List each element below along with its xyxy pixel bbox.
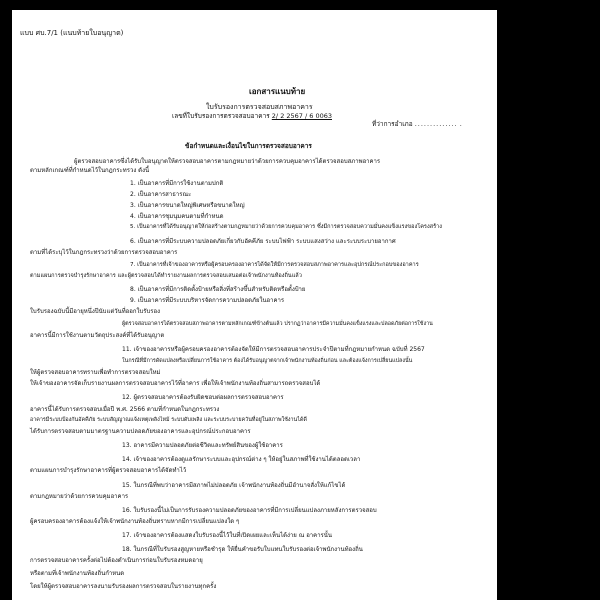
body-line-12: 14. เจ้าของอาคารต้องดูแลรักษาระบบและอุปกรณ์ต่าง ๆ ให้อยู่ในสภาพที่ใช้งานได้ตลอดเวลา — [122, 456, 361, 463]
body-line-9: อาคารมีระบบป้องกันอัคคีภัย ระบบสัญญาณแจ้งเหตุเพลิงไหม้ ระบบดับเพลิง และระบบระบายควันที่อยู่ในสภาพใช้งานได้ดี — [30, 417, 307, 423]
body-line-20: การตรวจสอบอาคารครั้งต่อไปต้องดำเนินการก่อนใบรับรองหมดอายุ — [30, 557, 203, 564]
body-line-22: โดยให้ผู้ตรวจสอบอาคารลงนามรับรองผลการตรวจสอบในรายงานทุกครั้ง — [30, 583, 217, 590]
intro-line-2: ตามหลักเกณฑ์ที่กำหนดไว้ในกฎกระทรวง ดังนี้ — [30, 167, 150, 174]
body-line-1: ผู้ตรวจสอบอาคารได้ตรวจสอบสภาพอาคารตามหลักเกณฑ์ข้างต้นแล้ว ปรากฏว่าอาคารมีความมั่นคงแข็งแรงและปลอดภัยต่อการใช้งาน — [122, 321, 433, 327]
body-line-15: ตามกฎหมายว่าด้วยการควบคุมอาคาร — [30, 493, 129, 500]
body-line-8: อาคารนี้ได้รับการตรวจสอบเมื่อปี พ.ศ. 2566 ตามที่กำหนดในกฎกระทรวง — [30, 406, 220, 413]
body-line-10: ได้รับการตรวจสอบตามมาตรฐานความปลอดภัยของอาคารและอุปกรณ์ประกอบอาคาร — [30, 428, 251, 435]
validity-note: ใบรับรองฉบับนี้มีอายุหนึ่งปีนับแต่วันที่ออกใบรับรอง — [30, 308, 161, 315]
place-label: ที่ว่าการอำเภอ — [372, 120, 413, 128]
reference-value: 2/ 2 2567 / 6 0063 — [271, 112, 332, 120]
document-subtitle: ใบรับรองการตรวจสอบสภาพอาคาร — [206, 103, 313, 111]
form-code: แบบ ศบ.7/1 (แนบท้ายใบอนุญาต) — [20, 29, 124, 37]
place-dots: .............. — [414, 120, 458, 128]
item-6-cont: ตามที่ได้ระบุไว้ในกฎกระทรวงว่าด้วยการตรวจสอบอาคาร — [30, 249, 178, 256]
body-line-21: หรือตามที่เจ้าพนักงานท้องถิ่นกำหนด — [30, 570, 125, 577]
body-line-16: 16. ใบรับรองนี้ไม่เป็นการรับรองความปลอดภัยของอาคารที่มีการเปลี่ยนแปลงภายหลังการตรวจสอบ — [122, 507, 377, 514]
body-line-13: ตามแผนการบำรุงรักษาอาคารที่ผู้ตรวจสอบอาคารได้จัดทำไว้ — [30, 467, 187, 474]
body-line-4: ในกรณีที่มีการดัดแปลงหรือเปลี่ยนการใช้อาคาร ต้องได้รับอนุญาตจากเจ้าพนักงานท้องถิ่นก่อน และต้องแจ้งการเปลี่ยนแปลงนั้น — [122, 358, 413, 364]
subject-line: ข้อกำหนดและเงื่อนไขในการตรวจสอบอาคาร — [185, 142, 312, 150]
reference-label: เลขที่ใบรับรองการตรวจสอบอาคาร — [172, 112, 270, 120]
body-line-5: ให้ผู้ตรวจสอบอาคารทราบเพื่อทำการตรวจสอบใหม่ — [30, 369, 161, 376]
item-1: 1. เป็นอาคารที่มีการใช้งานตามปกติ — [130, 180, 224, 187]
place-line — [372, 121, 462, 128]
item-8: 8. เป็นอาคารที่มีการติดตั้งป้ายหรือสิ่งที่สร้างขึ้นสำหรับติดหรือตั้งป้าย — [130, 286, 306, 293]
body-line-6: ให้เจ้าของอาคารจัดเก็บรายงานผลการตรวจสอบอาคารไว้ที่อาคาร เพื่อให้เจ้าพนักงานท้องถิ่นสามารถตรวจสอบได้ — [30, 380, 321, 387]
body-line-2: อาคารนี้มีการใช้งานตามวัตถุประสงค์ที่ได้รับอนุญาต — [30, 332, 165, 339]
item-2: 2. เป็นอาคารสาธารณะ — [130, 191, 192, 198]
body-line-19: 18. ในกรณีที่ใบรับรองสูญหายหรือชำรุด ให้ยื่นคำขอรับใบแทนใบรับรองต่อเจ้าพนักงานท้องถิ่น — [122, 546, 363, 553]
item-4: 4. เป็นอาคารชุมนุมคนตามที่กำหนด — [130, 213, 224, 220]
reference-number — [172, 113, 332, 120]
item-5: 5. เป็นอาคารที่ได้รับอนุญาตให้ก่อสร้างตามกฎหมายว่าด้วยการควบคุมอาคาร ซึ่งมีการตรวจสอบความมั่นคงแข็งแรงของโครงสร้าง — [130, 224, 442, 230]
body-line-7: 12. ผู้ตรวจสอบอาคารต้องรับผิดชอบต่อผลการตรวจสอบอาคาร — [122, 394, 284, 401]
item-7: 7. เป็นอาคารที่เจ้าของอาคารหรือผู้ครอบครองอาคารได้จัดให้มีการตรวจสอบสภาพอาคารและอุปกรณ์ประกอบของอาคาร — [130, 262, 419, 268]
item-6: 6. เป็นอาคารที่มีระบบความปลอดภัยเกี่ยวกับอัคคีภัย ระบบไฟฟ้า ระบบแสงสว่าง และระบบระบายอากาศ — [130, 238, 396, 245]
item-7-cont: ตามแผนการตรวจบำรุงรักษาอาคาร และผู้ตรวจสอบได้ทำรายงานผลการตรวจสอบเสนอต่อเจ้าพนักงานท้องถิ่นแล้ว — [30, 273, 302, 279]
intro-line-1: ผู้ตรวจสอบอาคารซึ่งได้รับใบอนุญาตให้ตรวจสอบอาคารตามกฎหมายว่าด้วยการควบคุมอาคารได้ตรวจสอบสภาพอาคาร — [74, 158, 381, 165]
body-line-11: 13. อาคารมีความปลอดภัยต่อชีวิตและทรัพย์สินของผู้ใช้อาคาร — [122, 442, 283, 449]
body-line-3: 11. เจ้าของอาคารหรือผู้ครอบครองอาคารต้องจัดให้มีการตรวจสอบอาคารประจำปีตามที่กฎหมายกำหนด ฉบับที่ 2567 — [122, 346, 425, 353]
body-line-18: 17. เจ้าของอาคารต้องแสดงใบรับรองนี้ไว้ในที่เปิดเผยและเห็นได้ง่าย ณ อาคารนั้น — [122, 532, 332, 539]
place-suffix: . — [459, 120, 462, 128]
body-line-14: 15. ในกรณีที่พบว่าอาคารมีสภาพไม่ปลอดภัย เจ้าพนักงานท้องถิ่นมีอำนาจสั่งให้แก้ไขได้ — [122, 482, 346, 489]
document-title: เอกสารแนบท้าย — [249, 87, 306, 96]
item-9: 9. เป็นอาคารที่มีระบบบริหารจัดการความปลอดภัยในอาคาร — [130, 297, 285, 304]
body-line-17: ผู้ครอบครองอาคารต้องแจ้งให้เจ้าพนักงานท้องถิ่นทราบหากมีการเปลี่ยนแปลงใด ๆ — [30, 518, 240, 525]
document-page — [12, 10, 497, 600]
item-3: 3. เป็นอาคารขนาดใหญ่พิเศษหรือขนาดใหญ่ — [130, 202, 245, 209]
